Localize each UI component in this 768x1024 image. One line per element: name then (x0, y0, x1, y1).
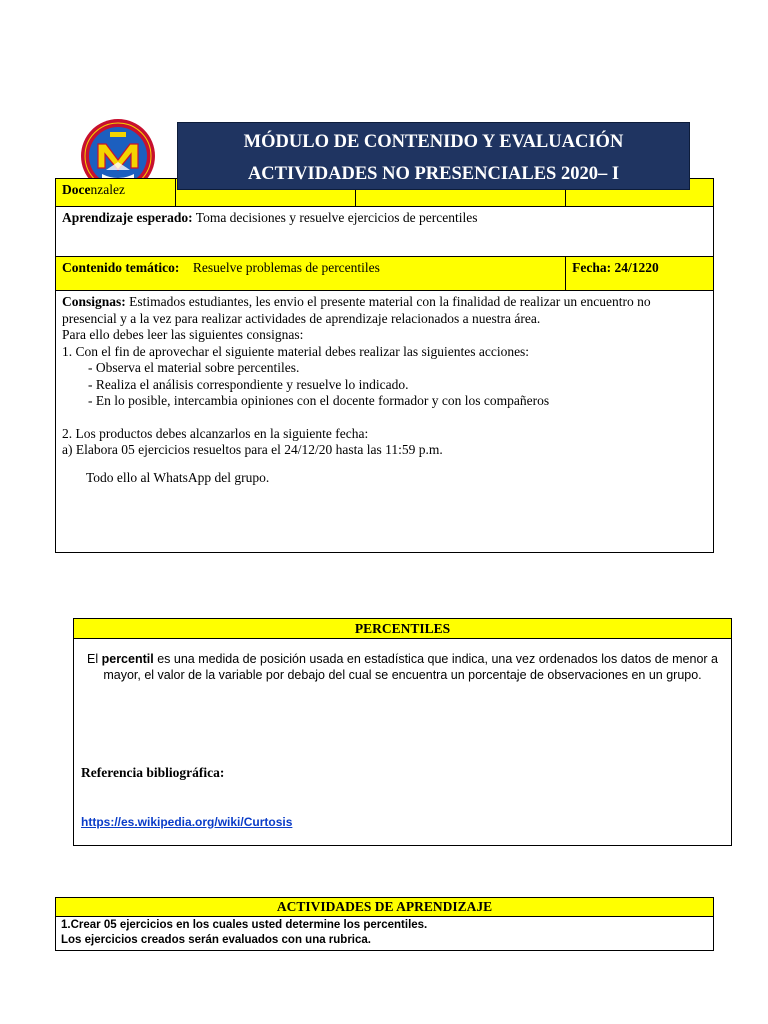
title-line-1: MÓDULO DE CONTENIDO Y EVALUACIÓN (243, 132, 624, 152)
consignas-sub-1: - Observa el material sobre percentiles. (88, 360, 300, 375)
actividades-body (56, 917, 713, 949)
consignas-cell (56, 291, 714, 553)
percentiles-definition: El percentil es una medida de posición usada en estadística que indica, una vez ordenados los datos de menor a mayor, el valor de la variable por debajo del cual se encuentra un porcentaje de observaciones en un grupo. (87, 652, 718, 682)
consignas-sub-3: - En lo posible, intercambia opiniones con el docente formador y con los compañeros (88, 393, 550, 408)
info-table (55, 178, 714, 553)
actividades-line-2: Los ejercicios creados serán evaluados con una rubrica. (61, 934, 371, 946)
consignas-intro: Consignas: Estimados estudiantes, les envio el presente material con la finalidad de realizar un encuentro no presencial y a la vez para realizar actividades de aprendizaje relacionados a nuestra área. (62, 294, 651, 326)
consignas-item-1: 1. Con el fin de aprovechar el siguiente material debes realizar las siguientes acciones: (62, 343, 530, 359)
aprendizaje-cell (56, 207, 714, 257)
percentiles-box (73, 618, 732, 846)
contenido-value: Resuelve problemas de percentiles (192, 260, 380, 275)
reference-label: Referencia bibliográfica: (81, 765, 225, 780)
consignas-row (56, 291, 714, 553)
docente-label: Docenzalez (56, 179, 176, 207)
consignas-closing: Todo ello al WhatsApp del grupo. (86, 469, 270, 485)
title-line-2: ACTIVIDADES NO PRESENCIALES 2020– I (247, 164, 620, 184)
aprendizaje-label: Aprendizaje esperado: (62, 210, 193, 225)
contenido-row (56, 257, 714, 291)
reference-link[interactable]: https://es.wikipedia.org/wiki/Curtosis (81, 815, 293, 829)
consignas-item-2: 2. Los productos debes alcanzarlos en la siguiente fecha: (62, 425, 369, 441)
percentiles-header: PERCENTILES (74, 619, 731, 639)
title-banner (177, 122, 690, 190)
actividades-box (55, 897, 714, 951)
actividades-line-1: 1.Crear 05 ejercicios en los cuales usted determine los percentiles. (61, 919, 428, 931)
actividades-header: ACTIVIDADES DE APRENDIZAJE (56, 898, 713, 917)
consignas-sub-2: - Realiza el análisis correspondiente y resuelve lo indicado. (88, 376, 409, 392)
consignas-item-2a: a) Elabora 05 ejercicios resueltos para el 24/12/20 hasta las 11:59 p.m. (62, 442, 443, 457)
contenido-label: Contenido temático: (62, 260, 180, 275)
aprendizaje-row (56, 207, 714, 257)
aprendizaje-value: Toma decisiones y resuelve ejercicios de percentiles (195, 210, 478, 225)
consignas-intro-2: Para ello debes leer las siguientes consignas: (62, 327, 304, 342)
contenido-cell (56, 257, 566, 291)
fecha-cell: Fecha: 24/1220 (566, 257, 714, 291)
